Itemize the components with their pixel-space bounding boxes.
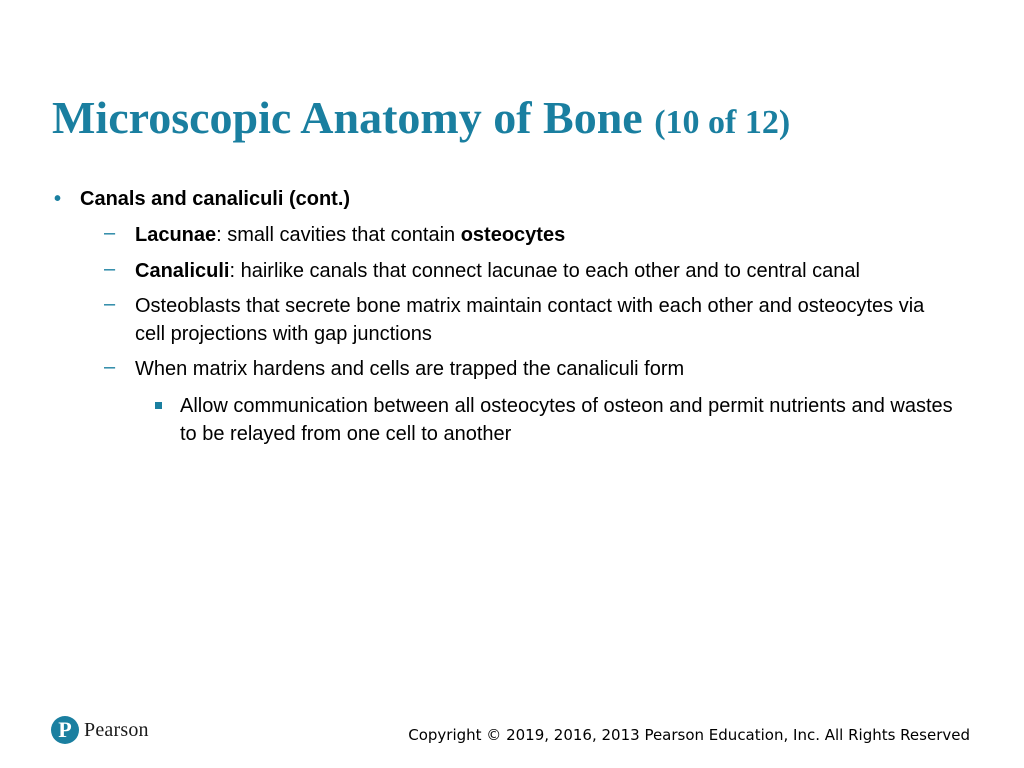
matrix-hardens-text: When matrix hardens and cells are trapped the canaliculi form (135, 358, 685, 380)
bullet-level1 (54, 185, 980, 213)
dash-icon: – (104, 356, 116, 378)
slide-title (52, 88, 790, 153)
bullet-dot-icon: • (54, 188, 62, 210)
pearson-logo (51, 714, 149, 746)
canaliculi-text: : hairlike canals that connect lacunae to each other and to central canal (229, 260, 860, 282)
dash-icon: – (104, 222, 116, 244)
bullet-level1-text: Canals and canaliculi (cont.) (80, 188, 351, 210)
dash-icon: – (104, 258, 116, 280)
term-osteocytes: osteocytes (460, 224, 566, 246)
pearson-logo-icon: P (51, 716, 79, 744)
pearson-logo-text: Pearson (84, 718, 149, 741)
bullet-communication (180, 392, 970, 448)
slide-title-suffix: (10 of 12) (654, 104, 791, 141)
square-bullet-icon (155, 402, 162, 409)
bullet-matrix-hardens (104, 355, 995, 383)
term-lacunae: Lacunae (135, 224, 217, 246)
copyright-notice: Copyright © 2019, 2016, 2013 Pearson Education, Inc. All Rights Reserved (408, 726, 970, 744)
bullet-osteoblasts (104, 292, 925, 348)
dash-icon: – (104, 293, 116, 315)
slide-title-main: Microscopic Anatomy of Bone (52, 92, 643, 143)
bullet-canaliculi (104, 257, 995, 285)
osteoblasts-text: Osteoblasts that secrete bone matrix maintain contact with each other and osteocytes via cell projections with gap junctions (135, 295, 925, 345)
term-canaliculi: Canaliculi (135, 260, 230, 282)
bullet-lacunae (104, 221, 995, 249)
communication-text: Allow communication between all osteocytes of osteon and permit nutrients and wastes to be relayed from one cell to another (180, 395, 953, 445)
lacunae-text: : small cavities that contain (216, 224, 461, 246)
